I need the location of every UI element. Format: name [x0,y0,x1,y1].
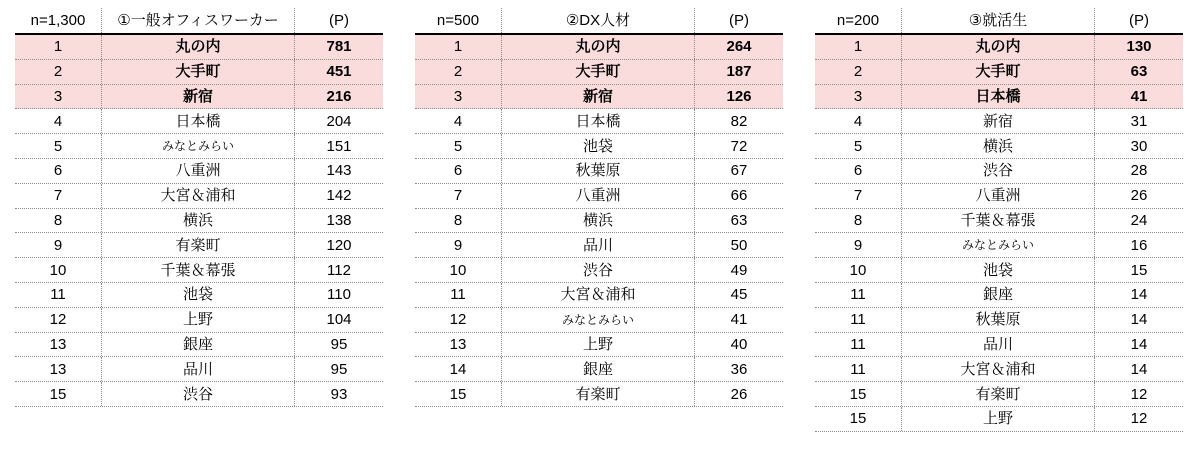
name-cell: 品川 [902,333,1095,357]
rank-cell: 4 [15,109,102,133]
table-row [415,333,783,358]
table-row [815,258,1183,283]
table-header-row [15,8,383,35]
table-row [415,184,783,209]
table-row [815,233,1183,258]
name-cell: 大宮＆浦和 [502,283,695,307]
name-cell: 大宮＆浦和 [102,184,295,208]
points-cell: 63 [1130,63,1148,81]
rank-cell: 7 [15,184,102,208]
points-cell: 63 [730,211,748,229]
rank-cell: 3 [815,85,902,109]
table-row [415,382,783,407]
points-cell: 66 [730,187,748,205]
table-row [415,233,783,258]
table-row [415,134,783,159]
points-cell: 95 [330,335,348,353]
table-row [815,333,1183,358]
table-row [415,60,783,85]
name-cell: 池袋 [502,134,695,158]
table-row [415,159,783,184]
points-header: (P) [329,12,349,29]
points-cell: 451 [326,63,352,81]
table-row [415,258,783,283]
rank-cell: 9 [815,233,902,257]
table-row [15,382,383,407]
rank-cell: 15 [815,382,902,406]
table-row [15,283,383,308]
rank-cell: 12 [415,308,502,332]
table-row [815,357,1183,382]
rank-cell: 1 [415,35,502,59]
name-cell: みなとみらい [502,308,695,332]
table-row [15,35,383,60]
table-row [15,159,383,184]
rank-cell: 4 [815,109,902,133]
points-cell: 126 [726,87,752,105]
table-row [815,85,1183,110]
name-cell: 千葉＆幕張 [102,258,295,282]
rank-cell: 8 [415,209,502,233]
points-cell: 142 [326,187,352,205]
points-cell: 31 [1130,112,1148,130]
points-cell: 30 [1130,137,1148,155]
rank-cell: 11 [815,333,902,357]
rank-cell: 2 [15,60,102,84]
rank-cell: 12 [15,308,102,332]
table-body [15,35,383,407]
points-cell: 14 [1130,335,1148,353]
sample-size-header: n=200 [815,8,902,33]
rank-cell: 10 [815,258,902,282]
name-cell: 千葉＆幕張 [902,209,1095,233]
rank-cell: 10 [15,258,102,282]
name-cell: 池袋 [902,258,1095,282]
name-cell: 品川 [102,357,295,381]
rank-cell: 5 [15,134,102,158]
rank-cell: 4 [415,109,502,133]
points-cell: 14 [1130,311,1148,329]
points-cell: 45 [730,286,748,304]
table-title-header: ③就活生 [902,8,1095,33]
name-cell: 秋葉原 [902,308,1095,332]
name-cell: 銀座 [502,357,695,381]
points-cell: 26 [1130,187,1148,205]
points-cell: 67 [730,162,748,180]
name-cell: 新宿 [102,85,295,109]
name-cell: 日本橋 [502,109,695,133]
table-row [15,184,383,209]
rank-cell: 11 [815,308,902,332]
points-cell: 204 [326,112,352,130]
table-body [815,35,1183,432]
name-cell: 八重洲 [902,184,1095,208]
table-row [15,60,383,85]
rank-cell: 6 [415,159,502,183]
name-cell: 渋谷 [502,258,695,282]
points-cell: 216 [326,87,352,105]
name-cell: 新宿 [502,85,695,109]
table-row [415,85,783,110]
rank-cell: 6 [815,159,902,183]
points-cell: 151 [326,137,352,155]
name-cell: 横浜 [902,134,1095,158]
rank-cell: 1 [815,35,902,59]
table-row [815,60,1183,85]
table-row [815,283,1183,308]
name-cell: 八重洲 [102,159,295,183]
table-row [15,357,383,382]
rank-cell: 7 [415,184,502,208]
points-cell: 120 [326,236,352,254]
name-cell: 大手町 [502,60,695,84]
name-cell: 有楽町 [902,382,1095,406]
rank-cell: 1 [15,35,102,59]
points-header: (P) [729,12,749,29]
rank-cell: 15 [15,382,102,406]
rank-cell: 11 [415,283,502,307]
points-cell: 264 [726,38,752,56]
points-cell: 130 [1126,38,1152,56]
rank-cell: 11 [815,283,902,307]
rank-cell: 8 [15,209,102,233]
name-cell: 有楽町 [502,382,695,406]
name-cell: みなとみらい [102,134,295,158]
table-row [815,159,1183,184]
rank-cell: 6 [15,159,102,183]
name-cell: 銀座 [102,333,295,357]
rank-cell: 5 [815,134,902,158]
points-cell: 26 [730,385,748,403]
name-cell: 渋谷 [102,382,295,406]
name-cell: 新宿 [902,109,1095,133]
rank-cell: 5 [415,134,502,158]
name-cell: 上野 [902,407,1095,431]
sample-size-header: n=1,300 [15,8,102,33]
rank-cell: 2 [415,60,502,84]
ranking-table-2 [415,8,783,432]
points-cell: 12 [1130,410,1148,428]
name-cell: 大手町 [902,60,1095,84]
table-row [15,134,383,159]
table-row [15,308,383,333]
table-header-row [415,8,783,35]
rank-cell: 13 [415,333,502,357]
points-cell: 82 [730,112,748,130]
rank-cell: 14 [415,357,502,381]
rank-cell: 15 [415,382,502,406]
name-cell: 有楽町 [102,233,295,257]
name-cell: 大手町 [102,60,295,84]
points-cell: 110 [327,286,351,304]
name-cell: 丸の内 [102,35,295,59]
rank-cell: 11 [15,283,102,307]
name-cell: 日本橋 [902,85,1095,109]
rank-cell: 10 [415,258,502,282]
table-row [815,109,1183,134]
table-row [815,382,1183,407]
points-cell: 15 [1130,261,1148,279]
points-cell: 14 [1130,286,1148,304]
name-cell: 渋谷 [902,159,1095,183]
table-body [415,35,783,407]
name-cell: 秋葉原 [502,159,695,183]
table-row [415,283,783,308]
points-header: (P) [1129,12,1149,29]
table-row [15,85,383,110]
ranking-table-1 [15,8,383,432]
name-cell: 大宮＆浦和 [902,357,1095,381]
rank-cell: 9 [415,233,502,257]
points-cell: 781 [326,38,352,56]
table-row [815,308,1183,333]
rank-cell: 13 [15,357,102,381]
table-row [815,35,1183,60]
table-title-header: ①一般オフィスワーカー [102,8,295,33]
points-cell: 187 [726,63,752,81]
name-cell: 銀座 [902,283,1095,307]
rank-cell: 9 [15,233,102,257]
rank-cell: 3 [15,85,102,109]
points-cell: 16 [1130,236,1148,254]
table-row [815,134,1183,159]
table-row [15,109,383,134]
rank-cell: 11 [815,357,902,381]
table-title-header: ②DX人材 [502,8,695,33]
points-cell: 104 [326,311,352,329]
name-cell: みなとみらい [902,233,1095,257]
points-cell: 24 [1130,211,1148,229]
points-cell: 14 [1130,360,1148,378]
rank-cell: 8 [815,209,902,233]
table-row [415,35,783,60]
name-cell: 上野 [502,333,695,357]
name-cell: 品川 [502,233,695,257]
points-cell: 40 [730,335,748,353]
table-row [815,209,1183,234]
table-row [815,407,1183,432]
points-cell: 143 [326,162,352,180]
rank-cell: 2 [815,60,902,84]
points-cell: 50 [730,236,748,254]
table-row [15,209,383,234]
rank-cell: 3 [415,85,502,109]
table-row [415,357,783,382]
points-cell: 41 [1130,87,1148,105]
ranking-table-3 [815,8,1183,432]
name-cell: 丸の内 [502,35,695,59]
points-cell: 28 [1130,162,1148,180]
name-cell: 横浜 [102,209,295,233]
points-cell: 138 [326,211,352,229]
rank-cell: 7 [815,184,902,208]
points-cell: 93 [330,385,348,403]
points-cell: 36 [730,360,748,378]
rank-cell: 13 [15,333,102,357]
sample-size-header: n=500 [415,8,502,33]
table-row [15,258,383,283]
name-cell: 横浜 [502,209,695,233]
points-cell: 49 [730,261,748,279]
name-cell: 丸の内 [902,35,1095,59]
table-row [415,209,783,234]
points-cell: 12 [1130,385,1148,403]
points-cell: 95 [330,360,348,378]
name-cell: 池袋 [102,283,295,307]
table-header-row [815,8,1183,35]
table-row [815,184,1183,209]
points-cell: 41 [730,311,748,329]
table-row [15,333,383,358]
name-cell: 上野 [102,308,295,332]
rank-cell: 15 [815,407,902,431]
table-row [415,109,783,134]
name-cell: 八重洲 [502,184,695,208]
table-row [415,308,783,333]
points-cell: 72 [730,137,748,155]
points-cell: 112 [327,261,351,279]
name-cell: 日本橋 [102,109,295,133]
table-row [15,233,383,258]
